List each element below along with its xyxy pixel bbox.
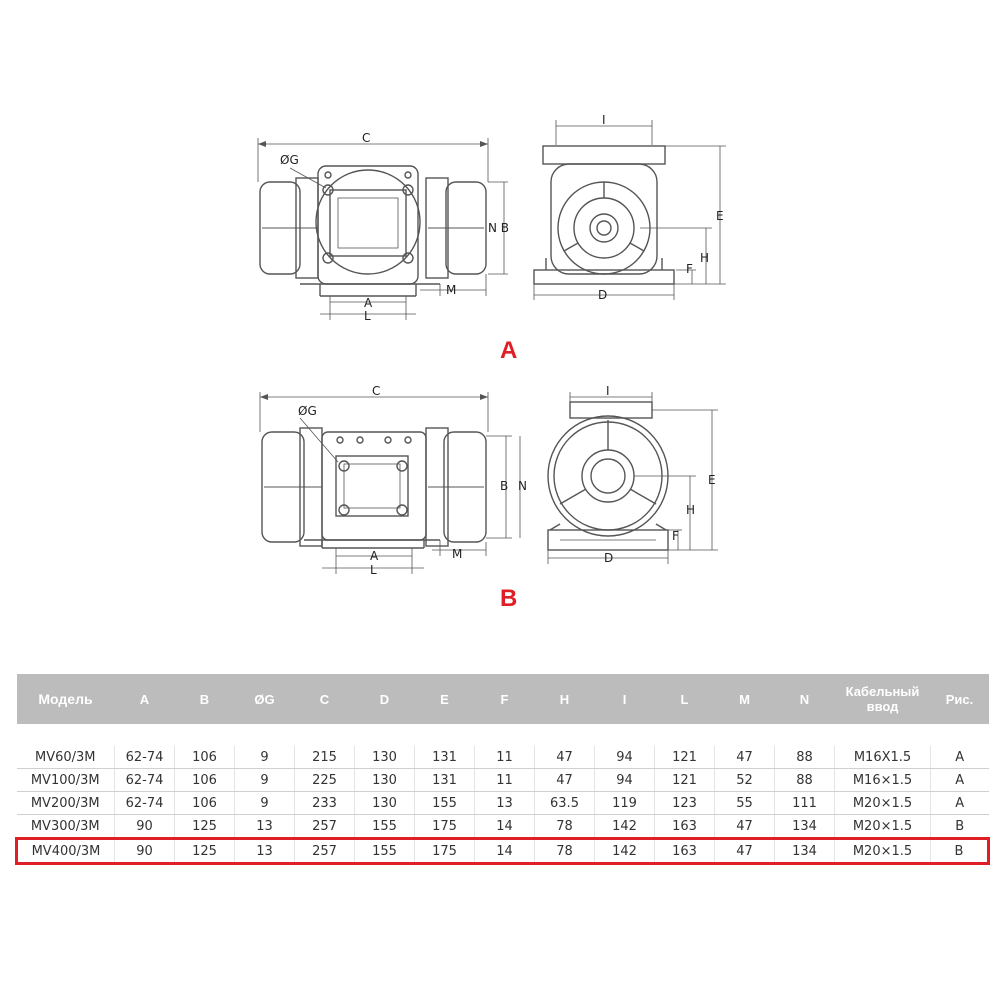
column-header: D: [355, 674, 415, 724]
table-cell: 47: [715, 815, 775, 839]
table-cell: 106: [175, 746, 235, 769]
fig-b-dim-f: F: [672, 529, 679, 543]
table-cell: 155: [355, 815, 415, 839]
table-cell: 257: [295, 815, 355, 839]
table-cell: 47: [535, 746, 595, 769]
model-cell: MV60/3M: [17, 746, 115, 769]
table-cell: M20×1.5: [835, 815, 931, 839]
fig-b-side-view: [260, 384, 527, 577]
table-spacer: [17, 724, 989, 746]
table-body: [17, 724, 989, 864]
table-cell: A: [931, 792, 989, 815]
table-cell: 9: [235, 792, 295, 815]
column-header: B: [175, 674, 235, 724]
table-row: [17, 815, 989, 839]
table-cell: 90: [115, 839, 175, 864]
table-cell: 155: [415, 792, 475, 815]
table-cell: 125: [175, 839, 235, 864]
table-cell: 111: [775, 792, 835, 815]
fig-b-dim-d: D: [604, 551, 614, 565]
column-header: Модель: [17, 674, 115, 724]
column-header: H: [535, 674, 595, 724]
table-cell: 142: [595, 839, 655, 864]
table-cell: 62-74: [115, 769, 175, 792]
table-cell: 134: [775, 815, 835, 839]
table-cell: 47: [715, 839, 775, 864]
table-cell: 78: [535, 839, 595, 864]
fig-b-dim-h: H: [686, 503, 696, 517]
fig-b-front-view: [548, 384, 718, 565]
table-cell: B: [931, 839, 989, 864]
table-cell: 88: [775, 746, 835, 769]
table-cell: M16X1.5: [835, 746, 931, 769]
column-header: I: [595, 674, 655, 724]
table-row: [17, 769, 989, 792]
fig-a-dim-g: ØG: [280, 153, 299, 167]
table-row: [17, 792, 989, 815]
table-cell: 47: [715, 746, 775, 769]
fig-a-dim-l: L: [364, 309, 371, 323]
table-cell: 175: [415, 839, 475, 864]
column-header: M: [715, 674, 775, 724]
table-cell: 131: [415, 769, 475, 792]
table-cell: 94: [595, 769, 655, 792]
fig-a-front-view: [534, 113, 726, 302]
model-cell: MV200/3M: [17, 792, 115, 815]
figure-b-label: B: [500, 585, 518, 612]
figure-a-label: A: [500, 337, 518, 364]
table-cell: 14: [475, 815, 535, 839]
table-cell: 123: [655, 792, 715, 815]
table-cell: 52: [715, 769, 775, 792]
table-cell: 130: [355, 769, 415, 792]
fig-a-dim-f: F: [686, 262, 693, 276]
table-cell: A: [931, 769, 989, 792]
fig-a-dim-e: E: [716, 209, 724, 223]
table-cell: M16×1.5: [835, 769, 931, 792]
table-cell: 11: [475, 769, 535, 792]
table-cell: 130: [355, 792, 415, 815]
fig-b-dim-g: ØG: [298, 404, 317, 418]
model-cell: MV100/3M: [17, 769, 115, 792]
table-cell: 130: [355, 746, 415, 769]
column-header: Кабельный ввод: [835, 674, 931, 724]
column-header: F: [475, 674, 535, 724]
table-cell: 142: [595, 815, 655, 839]
column-header: E: [415, 674, 475, 724]
table-cell: 47: [535, 769, 595, 792]
table-cell: 125: [175, 815, 235, 839]
table-cell: 94: [595, 746, 655, 769]
fig-a-dim-a: A: [364, 296, 373, 310]
table-cell: 119: [595, 792, 655, 815]
fig-a-dim-i: I: [602, 113, 606, 127]
table-cell: 11: [475, 746, 535, 769]
table-cell: 131: [415, 746, 475, 769]
column-header: L: [655, 674, 715, 724]
table-cell: 13: [235, 839, 295, 864]
table-cell: 9: [235, 746, 295, 769]
fig-a-dim-c: C: [362, 131, 371, 145]
column-header: C: [295, 674, 355, 724]
fig-b-dim-l: L: [370, 563, 377, 577]
table-cell: 155: [355, 839, 415, 864]
column-header: N: [775, 674, 835, 724]
table-cell: 225: [295, 769, 355, 792]
table-header-row: [17, 674, 989, 724]
table-cell: 13: [475, 792, 535, 815]
column-header: Рис.: [931, 674, 989, 724]
fig-a-side-view: [258, 131, 509, 323]
table-cell: 215: [295, 746, 355, 769]
fig-b-dim-b: B: [500, 479, 509, 493]
fig-a-dim-h: H: [700, 251, 710, 265]
table-row: [17, 746, 989, 769]
dimensions-table: [15, 674, 990, 865]
table-cell: 257: [295, 839, 355, 864]
table-cell: 90: [115, 815, 175, 839]
table-cell: 88: [775, 769, 835, 792]
table-cell: 233: [295, 792, 355, 815]
fig-b-dim-n: N: [518, 479, 527, 493]
model-cell: MV300/3M: [17, 815, 115, 839]
fig-a-dim-m: M: [446, 283, 457, 297]
fig-b-dim-i: I: [606, 384, 610, 398]
table-cell: 134: [775, 839, 835, 864]
fig-a-dim-d: D: [598, 288, 608, 302]
table-cell: 106: [175, 792, 235, 815]
fig-b-dim-c: C: [372, 384, 381, 398]
table-cell: A: [931, 746, 989, 769]
table-cell: 13: [235, 815, 295, 839]
column-header: ØG: [235, 674, 295, 724]
table-cell: 121: [655, 769, 715, 792]
table-cell: 163: [655, 839, 715, 864]
table-cell: 62-74: [115, 746, 175, 769]
fig-b-dim-m: M: [452, 547, 463, 561]
column-header: A: [115, 674, 175, 724]
table-cell: 78: [535, 815, 595, 839]
table-cell: 62-74: [115, 792, 175, 815]
table-cell: 106: [175, 769, 235, 792]
table-cell: 163: [655, 815, 715, 839]
table-cell: 121: [655, 746, 715, 769]
table-cell: 9: [235, 769, 295, 792]
table-cell: 14: [475, 839, 535, 864]
model-cell: MV400/3M: [17, 839, 115, 864]
fig-b-dim-e: E: [708, 473, 716, 487]
fig-b-dim-a: A: [370, 549, 379, 563]
table-cell: 63.5: [535, 792, 595, 815]
table-cell: 55: [715, 792, 775, 815]
table-cell: 175: [415, 815, 475, 839]
table-cell: B: [931, 815, 989, 839]
table-row-highlighted: [17, 839, 989, 864]
table-cell: M20×1.5: [835, 839, 931, 864]
table-cell: M20×1.5: [835, 792, 931, 815]
fig-a-dim-nb: N B: [488, 221, 510, 235]
